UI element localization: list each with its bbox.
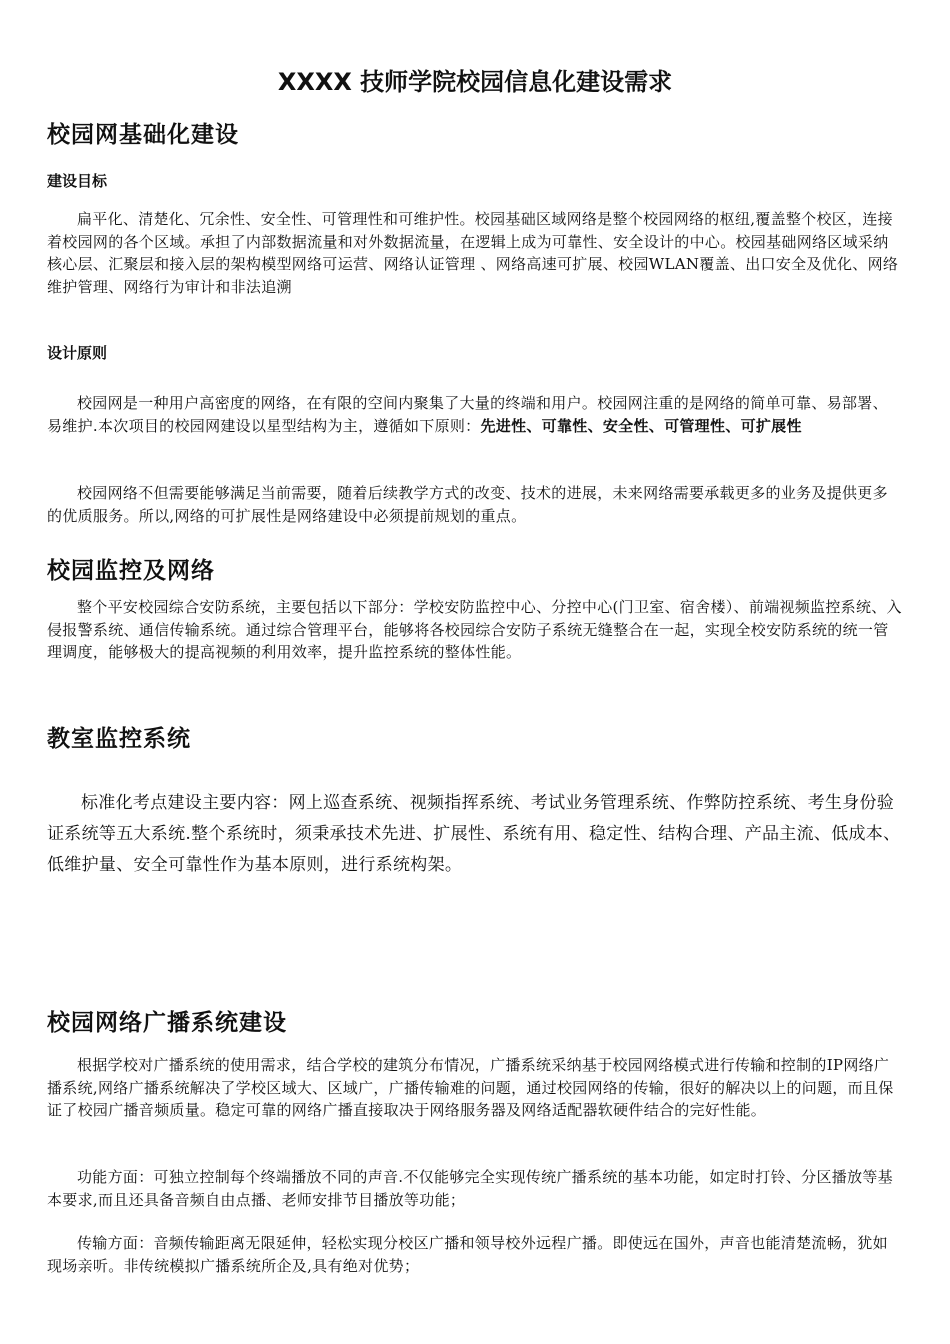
broadcast-paragraph-2: 功能方面：可独立控制每个终端播放不同的声音.不仅能够完全实现传统广播系统的基本功能，如定时打铃、分区播放等基本要求,而且还具备音频自由点播、老师安排节目播放等功能； xyxy=(47,1168,893,1209)
goal-paragraph: 扁平化、清楚化、冗余性、安全性、可管理性和可维护性。校园基础区域网络是整个校园网络的枢纽,覆盖整个校区，连接着校园网的各个区域。承担了内部数据流量和对外数据流量，在逻辑上成为可靠性、安全设计的中心。校园基础网络区域采纳核心层、汇聚层和接入层的架构模型网络可运营、网络认证管理 、网络高速可扩展、校园WLAN覆盖、出口安全及优化、网络维护管理、网络行为审计和非法追溯 xyxy=(47,210,899,296)
document-title: XXXX 技师学院校园信息化建设需求 xyxy=(277,68,673,96)
broadcast-paragraph-1: 根据学校对广播系统的使用需求，结合学校的建筑分布情况，广播系统采纳基于校园网络模式进行传输和控制的IP网络广播系统,网络广播系统解决了学校区域大、区域广，广播传输难的问题，通过校园网络的传输，很好的解决以上的问题，而且保证了校园广播音频质量。稳定可靠的网络广播直接取决于网络服务器及网络适配器软硬件结合的完好性能。 xyxy=(47,1056,894,1119)
section-heading-network: 校园网基础化建设 xyxy=(47,121,239,148)
principle-emphasis: 先进性、可靠性、安全性、可管理性、可扩展性 xyxy=(480,416,802,435)
broadcast-paragraph-3: 传输方面：音频传输距离无限延伸，轻松实现分校区广播和领导校外远程广播。即使远在国外，声音也能清楚流畅，犹如现场亲听。非传统模拟广播系统所企及,具有绝对优势； xyxy=(47,1234,888,1275)
scalability-paragraph: 校园网络不但需要能够满足当前需要，随着后续教学方式的改变、技术的进展，未来网络需要承载更多的业务及提供更多的优质服务。所以,网络的可扩展性是网络建设中必须提前规划的重点。 xyxy=(47,484,888,525)
classroom-paragraph: 标准化考点建设主要内容：网上巡查系统、视频指挥系统、考试业务管理系统、作弊防控系统、考生身份验证系统等五大系统.整个系统时，须秉承技术先进、扩展性、系统有用、稳定性、结构合理、产品主流、低成本、低维护量、安全可靠性作为基本原则，进行系统构架。 xyxy=(47,793,901,875)
subheading-goal: 建设目标 xyxy=(47,172,108,190)
section-heading-broadcast: 校园网络广播系统建设 xyxy=(47,1009,287,1036)
principle-text: 校园网是一种用户高密度的网络，在有限的空间内聚集了大量的终端和用户。校园网注重的是网络的简单可靠、易部署、易维护.本次项目的校园网建设以星型结构为主，遵循如下原则： xyxy=(47,394,888,435)
principle-paragraph xyxy=(47,392,903,437)
section-heading-monitoring: 校园监控及网络 xyxy=(47,557,215,584)
subheading-principle: 设计原则 xyxy=(47,344,108,362)
section-heading-classroom: 教室监控系统 xyxy=(47,725,191,752)
monitoring-paragraph: 整个平安校园综合安防系统，主要包括以下部分：学校安防监控中心、分控中心(门卫室、宿舍楼）、前端视频监控系统、入侵报警系统、通信传输系统。通过综合管理平台，能够将各校园综合安防子系统无缝整合在一起，实现全校安防系统的统一管理调度，能够极大的提高视频的利用效率，提升监控系统的整体性能。 xyxy=(47,598,902,661)
